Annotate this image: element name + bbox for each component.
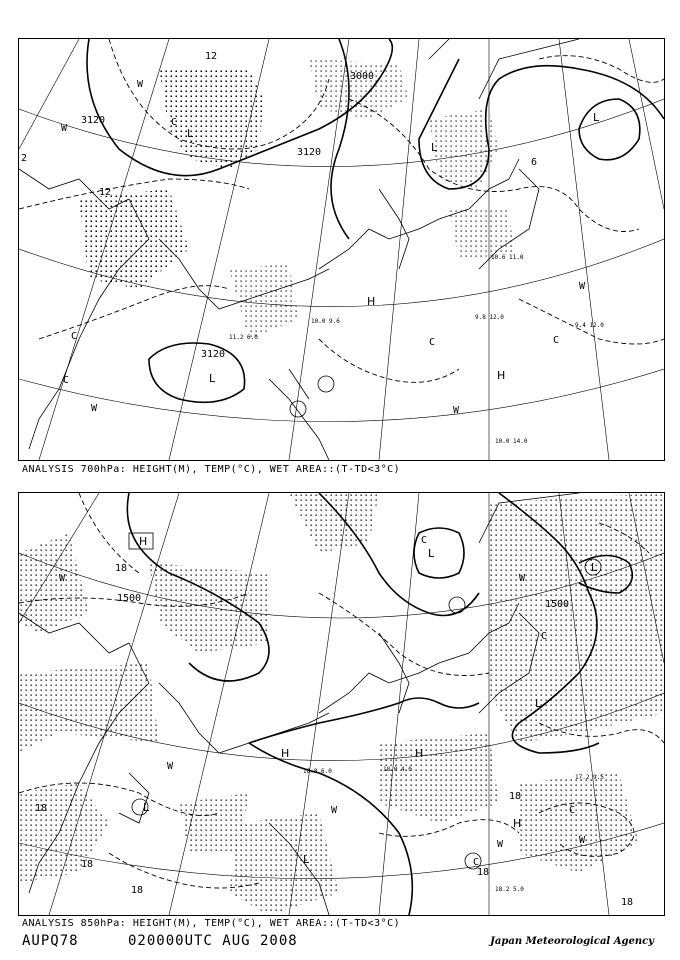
station-plot: 10.0 14.0 bbox=[495, 438, 528, 445]
pressure-center: L bbox=[428, 547, 435, 560]
valid-time: 020000UTC AUG 2008 bbox=[128, 933, 298, 949]
station-plot: 10.6 11.0 bbox=[491, 254, 524, 261]
region-marker: C bbox=[541, 631, 548, 642]
station-plot: 9.4 12.0 bbox=[575, 322, 604, 329]
height-label: 3120 bbox=[81, 115, 106, 126]
height-label: 1500 bbox=[117, 593, 142, 604]
region-marker: W bbox=[519, 573, 526, 584]
height-label: 1500 bbox=[545, 599, 570, 610]
station-plot: 11.2 6.0 bbox=[229, 334, 258, 341]
station-plot: 9.8 12.0 bbox=[475, 314, 504, 321]
region-marker: W bbox=[59, 573, 66, 584]
wet-areas bbox=[79, 59, 514, 339]
caption-850hpa: ANALYSIS 850hPa: HEIGHT(M), TEMP(°C), WET AREA::(T-TD<3°C) bbox=[22, 918, 401, 929]
pressure-center: H bbox=[367, 295, 376, 308]
isotherm-label: 18 bbox=[35, 803, 48, 814]
region-marker: W bbox=[497, 839, 504, 850]
height-label: 3000 bbox=[350, 71, 375, 82]
region-marker: W bbox=[579, 281, 586, 292]
isotherm-label: 12 bbox=[99, 187, 112, 198]
station-plot: 17.2 9.5 bbox=[575, 774, 604, 781]
station-plot: 10.0 9.6 bbox=[311, 318, 340, 325]
pressure-center: L bbox=[593, 111, 600, 124]
caption-700hpa: ANALYSIS 700hPa: HEIGHT(M), TEMP(°C), WET AREA::(T-TD<3°C) bbox=[22, 464, 401, 475]
station-circle bbox=[318, 376, 334, 392]
pressure-center: L bbox=[535, 697, 542, 710]
region-marker: W bbox=[453, 405, 460, 416]
region-marker: W bbox=[61, 123, 68, 134]
wet-areas bbox=[19, 493, 664, 915]
isotherm-label: 18 bbox=[131, 885, 144, 896]
isotherm-label: 18 bbox=[509, 791, 522, 802]
region-marker: W bbox=[91, 403, 98, 414]
agency-credit: Japan Meteorological Agency bbox=[490, 936, 654, 947]
isotherm-label: 2 bbox=[21, 153, 28, 164]
pressure-center: L bbox=[303, 853, 310, 866]
pressure-center: L bbox=[209, 372, 216, 385]
region-marker: C bbox=[569, 805, 576, 816]
region-marker: C bbox=[71, 331, 78, 342]
chart-code: AUPQ78 bbox=[22, 933, 79, 949]
map-850hpa bbox=[19, 493, 664, 915]
pressure-center: H bbox=[513, 817, 522, 830]
pressure-center: H bbox=[281, 747, 290, 760]
pressure-center: L bbox=[143, 801, 150, 814]
pressure-center: H bbox=[497, 369, 506, 382]
isotherm-label: 18 bbox=[115, 563, 128, 574]
height-label: 3120 bbox=[297, 147, 322, 158]
region-marker: W bbox=[137, 79, 144, 90]
station-circle bbox=[290, 401, 306, 417]
station-plot: 18.2 5.0 bbox=[495, 886, 524, 893]
region-marker: C bbox=[171, 117, 178, 128]
region-marker: C bbox=[421, 535, 428, 546]
pressure-center: L bbox=[591, 561, 598, 574]
isotherm-label: 18 bbox=[621, 897, 634, 908]
region-marker: C bbox=[63, 375, 70, 386]
station-circle bbox=[449, 597, 465, 613]
region-marker: C bbox=[473, 857, 480, 868]
map-panel-850hpa bbox=[18, 492, 665, 916]
isotherm-label: 18 bbox=[81, 859, 94, 870]
isotherm-label: 18 bbox=[477, 867, 490, 878]
region-marker: W bbox=[167, 761, 174, 772]
height-label: 3120 bbox=[201, 349, 226, 360]
station-plot: 18.8 6.0 bbox=[303, 768, 332, 775]
region-marker: C bbox=[429, 337, 436, 348]
pressure-center: H bbox=[415, 747, 424, 760]
region-marker: W bbox=[331, 805, 338, 816]
pressure-center: L bbox=[431, 141, 438, 154]
region-marker: C bbox=[553, 335, 560, 346]
pressure-center: L bbox=[187, 127, 194, 140]
pressure-center: H bbox=[139, 535, 148, 548]
station-plot: 18.0 4.0 bbox=[383, 766, 412, 773]
map-panel-700hpa bbox=[18, 38, 665, 461]
isotherm-label: 12 bbox=[205, 51, 218, 62]
map-700hpa bbox=[19, 39, 664, 460]
region-marker: W bbox=[579, 835, 586, 846]
isotherm-label: 6 bbox=[531, 157, 538, 168]
